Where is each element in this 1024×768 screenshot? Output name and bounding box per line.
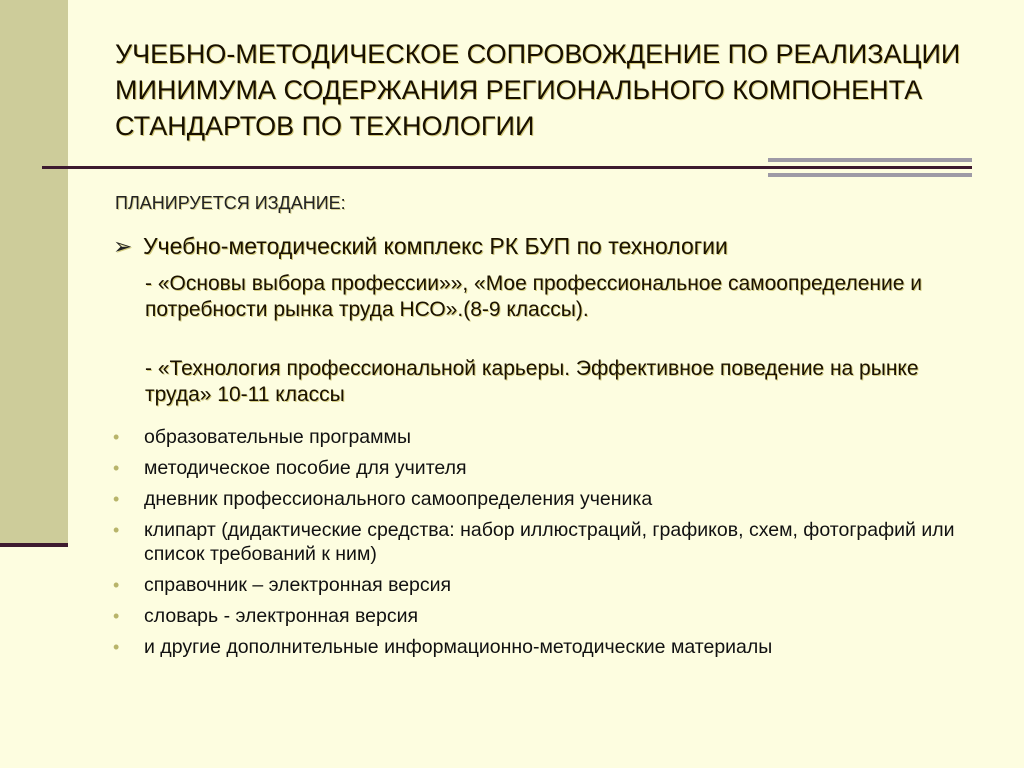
sub-paragraph-2: - «Технология профессиональной карьеры. Эффективное поведение на рынке труда» 10-11 классы	[145, 357, 919, 406]
arrow-item-text: Учебно-методический комплекс РК БУП по технологии	[143, 233, 728, 259]
decor-stripe	[768, 158, 972, 162]
bullet-list	[113, 425, 973, 666]
dot-bullet-icon: •	[113, 575, 120, 595]
list-item-text: образовательные программы	[144, 426, 411, 448]
arrow-bullet-icon: ➢	[113, 233, 133, 259]
list-item-text: дневник профессионального самоопределения ученика	[144, 488, 653, 510]
list-item	[113, 604, 973, 628]
decor-stripe	[768, 173, 972, 177]
list-item	[113, 518, 973, 566]
decor-stripe	[768, 166, 972, 169]
side-decor-rule	[0, 543, 68, 547]
section-subheading: ПЛАНИРУЕТСЯ ИЗДАНИЕ:	[115, 193, 346, 213]
decor-stripes	[768, 158, 972, 178]
list-item-text: словарь - электронная версия	[144, 605, 419, 627]
list-item	[113, 456, 973, 480]
arrow-list-item	[113, 233, 973, 260]
dot-bullet-icon: •	[113, 427, 120, 447]
sub-paragraph-1: - «Основы выбора профессии»», «Мое профессиональное самоопределение и потребности рынка труда НСО».(8-9 классы).	[145, 272, 922, 321]
side-decor-bar	[0, 0, 68, 545]
list-item	[113, 425, 973, 449]
list-item-text: методическое пособие для учителя	[144, 457, 467, 479]
list-item-text: и другие дополнительные информационно-методические материалы	[144, 636, 773, 658]
list-item	[113, 487, 973, 511]
dot-bullet-icon: •	[113, 637, 120, 657]
slide-title: УЧЕБНО-МЕТОДИЧЕСКОЕ СОПРОВОЖДЕНИЕ ПО РЕАЛИЗАЦИИ МИНИМУМА СОДЕРЖАНИЯ РЕГИОНАЛЬНОГО КОМПОНЕНТА СТАНДАРТОВ ПО ТЕХНОЛОГИИ	[115, 39, 961, 141]
list-item	[113, 635, 973, 659]
dot-bullet-icon: •	[113, 489, 120, 509]
dot-bullet-icon: •	[113, 606, 120, 626]
list-item	[113, 573, 973, 597]
list-item-text: клипарт (дидактические средства: набор иллюстраций, графиков, схем, фотографий или список требований к ним)	[144, 519, 955, 565]
dot-bullet-icon: •	[113, 458, 120, 478]
list-item-text: справочник – электронная версия	[144, 574, 452, 596]
dot-bullet-icon: •	[113, 520, 120, 540]
